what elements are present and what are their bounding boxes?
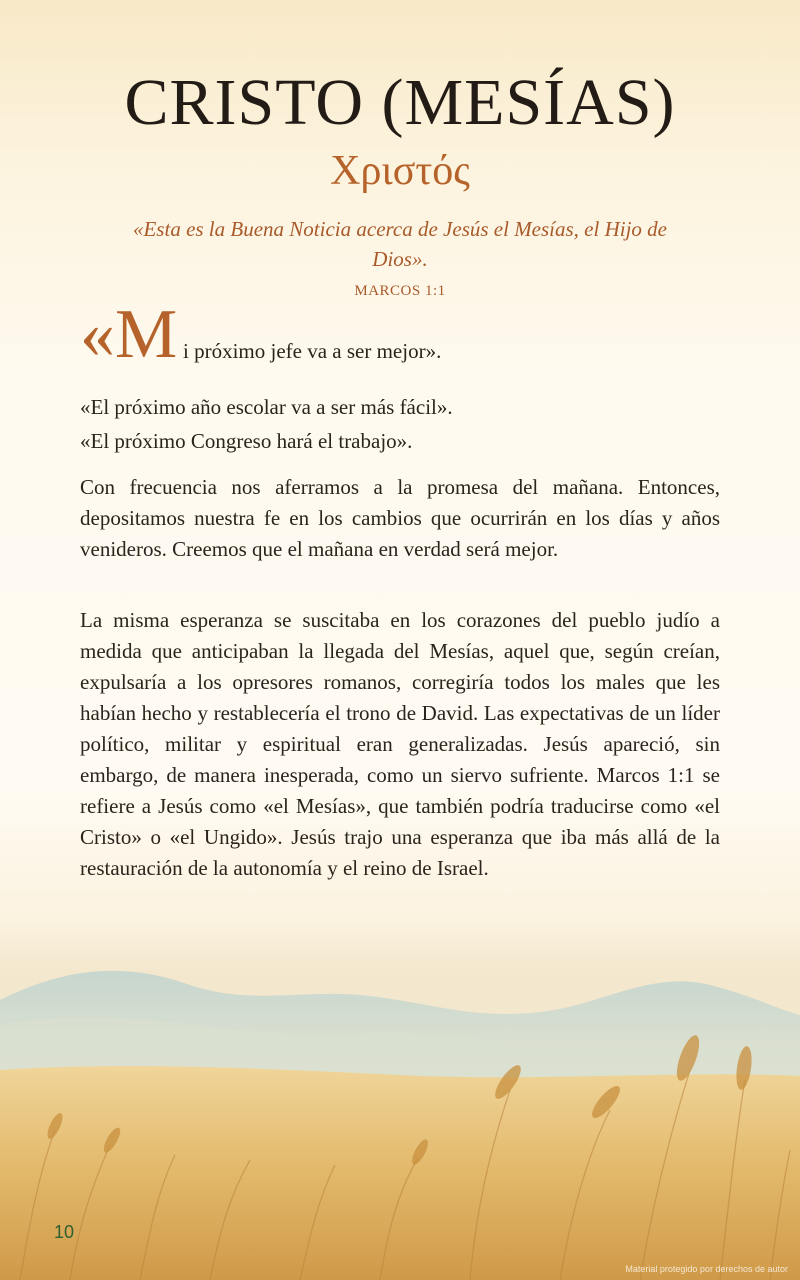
- epigraph-reference: MARCOS 1:1: [354, 283, 446, 299]
- opening-line-text: i próximo jefe va a ser mejor».: [183, 339, 442, 363]
- chapter-title: CRISTO (MESÍAS): [124, 66, 676, 139]
- drop-cap: «M: [80, 296, 178, 373]
- greek-term: Χριστός: [330, 148, 470, 194]
- body-paragraph-2: «El próximo Congreso hará el trabajo».: [80, 429, 413, 453]
- page-number: 10: [54, 1222, 75, 1242]
- wheat-field-illustration: [0, 930, 800, 1280]
- copyright-watermark: Material protegido por derechos de autor: [625, 1264, 788, 1274]
- opening-line: [80, 296, 720, 373]
- body-paragraph-3: Con frecuencia nos aferramos a la promesa del mañana. Entonces, depositamos nuestra fe en los cambios que ocurrirán en los días y años venideros. Creemos que el mañana en verdad será mejor.: [80, 475, 720, 561]
- body-paragraph-1: «El próximo año escolar va a ser más fácil».: [80, 395, 453, 419]
- epigraph-quote: «Esta es la Buena Noticia acerca de Jesús el Mesías, el Hijo de Dios».: [132, 217, 667, 271]
- body-paragraph-4: La misma esperanza se suscitaba en los corazones del pueblo judío a medida que anticipaban la llegada del Mesías, aquel que, según creían, expulsaría a los opresores romanos, corregiría todos los males que les habían hecho y restablecería el trono de David. Las expectativas de un líder político, militar y espiritual eran generalizadas. Jesús apareció, sin embargo, de manera inesperada, como un siervo sufriente. Marcos 1:1 se refiere a Jesús como «el Mesías», que también podría traducirse como «el Cristo» o «el Ungido». Jesús trajo una esperanza que iba más allá de la restauración de la autonomía y el reino de Israel.: [80, 608, 720, 880]
